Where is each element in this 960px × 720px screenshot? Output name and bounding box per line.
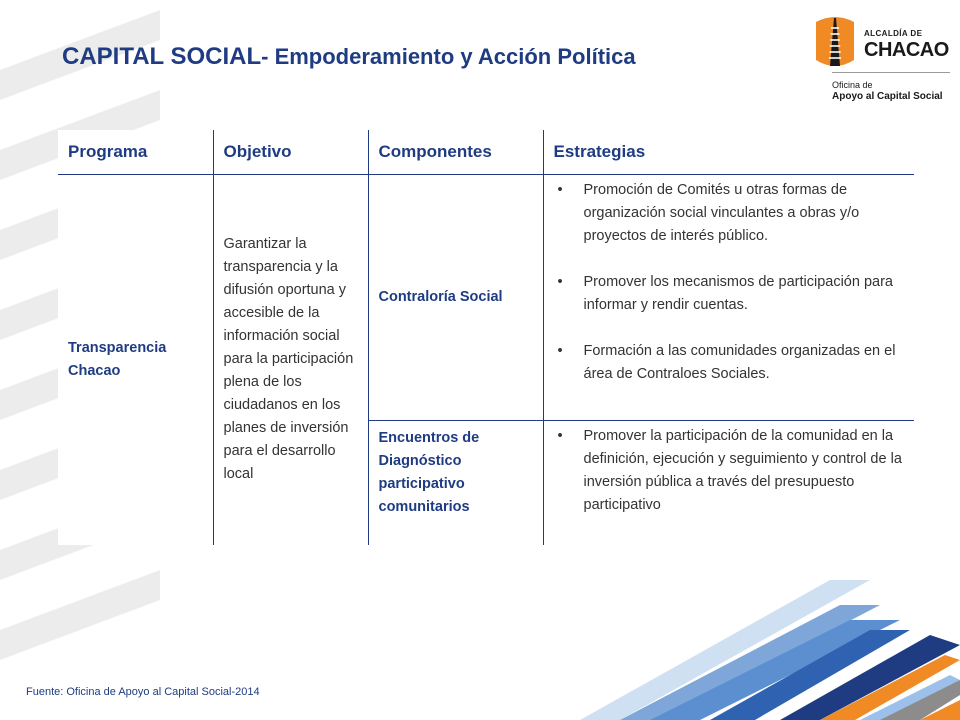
estrategia-item [554,271,907,317]
objetivo-cell: Garantizar la transparencia y la difusión oportuna y accesible de la información social para la participación plena de los ciudadanos en los planes de inversión para el desarrollo local [213,175,368,545]
logo-divider [832,72,950,73]
estrategia-item [554,340,907,386]
table-row [58,175,914,421]
header-objetivo: Objetivo [213,130,368,175]
header-componentes: Componentes [368,130,543,175]
title-main: CAPITAL SOCIAL [62,43,262,70]
estrategias-list [554,179,907,386]
estrategias-cell [543,175,914,421]
source-footnote: Fuente: Oficina de Apoyo al Capital Social-2014 [26,686,260,698]
header-programa: Programa [58,130,213,175]
logo-big-text: CHACAO [864,39,949,61]
estrategia-item [554,425,907,517]
logo-office-big: Apoyo al Capital Social [832,91,943,103]
estrategia-item [554,179,907,248]
programa-cell: Transparencia Chacao [68,339,167,379]
logo-office [832,80,943,104]
logo-small-text: ALCALDÍA DE [864,29,923,38]
slide-title [62,43,636,71]
logo-office-small: Oficina de [832,80,873,90]
program-table [58,130,914,545]
logo-name [864,30,949,60]
decorative-stripes-bottom-right [580,520,960,720]
estrategia-text: Promover la participación de la comunidad en la definición, ejecución y seguimiento y control de la inversión pública a través del presupuesto participativo [583,428,902,513]
header-estrategias: Estrategias [543,130,914,175]
estrategia-text: Formación a las comunidades organizadas en el área de Contraloes Sociales. [583,343,896,382]
componente-cell: Encuentros de Diagnóstico participativo comunitarios [368,421,543,545]
estrategias-cell [543,421,914,545]
estrategias-list [554,425,907,517]
chacao-logo [808,14,950,106]
title-sub: - Empoderamiento y Acción Política [261,44,636,69]
tower-icon [812,14,858,70]
estrategia-text: Promover los mecanismos de participación para informar y rendir cuentas. [583,274,893,313]
estrategia-text: Promoción de Comités u otras formas de organización social vinculantes a obras y/o proyectos de interés público. [583,182,860,244]
table-header-row [58,130,914,175]
componente-cell: Contraloría Social [368,175,543,421]
